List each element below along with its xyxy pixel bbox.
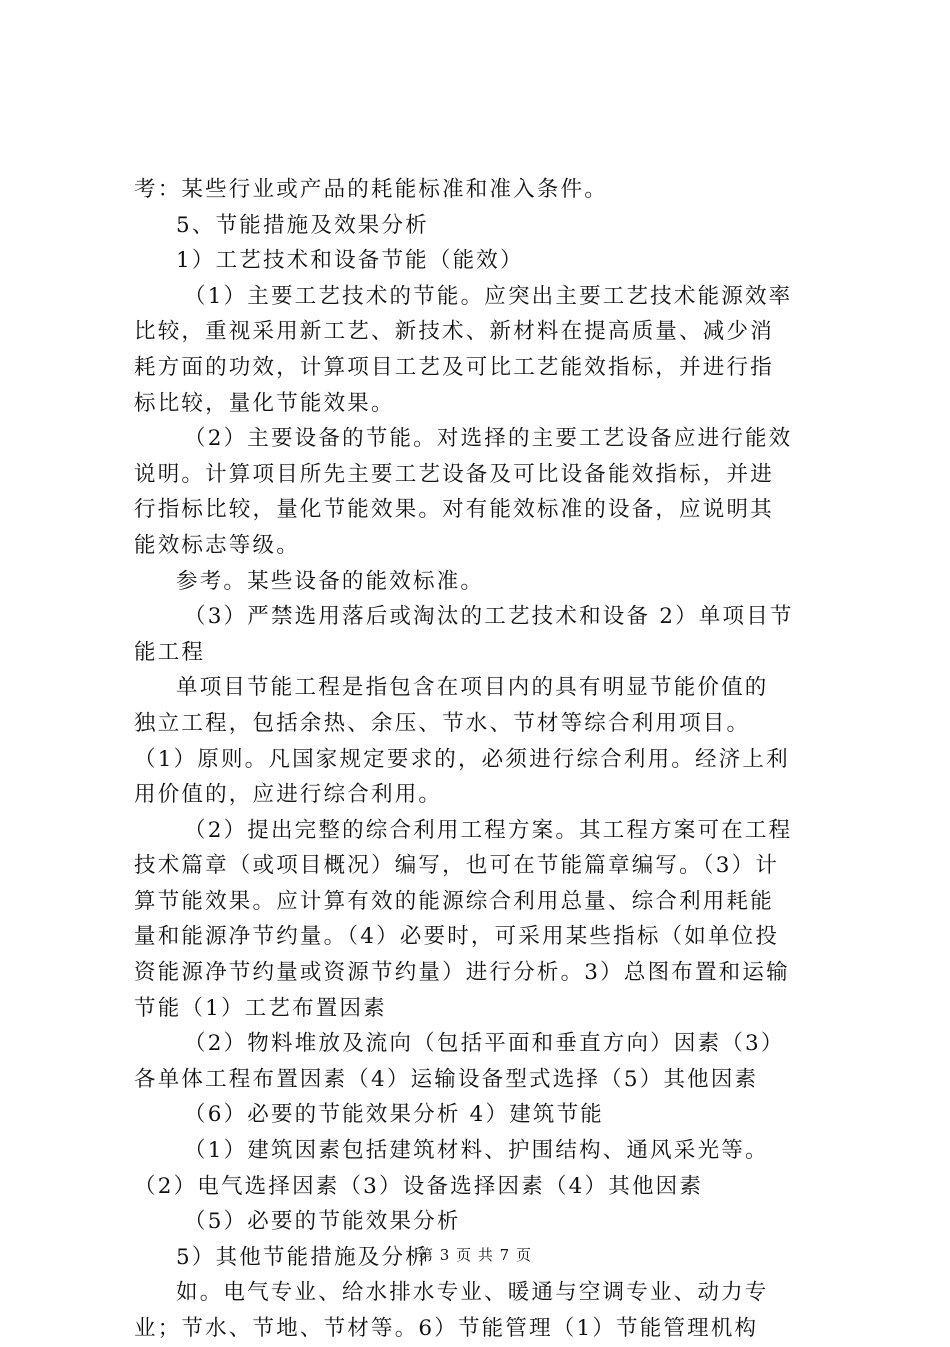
text-line: （1）建筑因素包括建筑材料、护围结构、通风采光等。	[184, 1138, 769, 1164]
text-line: 能效标志等级。	[134, 532, 300, 558]
text-line: 标比较，量化节能效果。	[134, 390, 395, 416]
text-line: 比较，重视采用新工艺、新技术、新材料在提高质量、减少消	[134, 319, 774, 345]
text-line: 参考。某些设备的能效标准。	[176, 568, 485, 594]
text-line: （2）提出完整的综合利用工程方案。其工程方案可在工程	[184, 817, 793, 843]
page-number-footer: 第 3 页 共 7 页	[418, 1246, 532, 1264]
text-line: （3）严禁选用落后或淘汰的工艺技术和设备 2）单项目节	[184, 604, 794, 630]
body-text	[134, 172, 834, 1347]
text-line: 单项目节能工程是指包含在项目内的具有明显节能价值的	[176, 675, 769, 701]
text-line: （2）主要设备的节能。对选择的主要工艺设备应进行能效	[184, 426, 793, 452]
text-line: 各单体工程布置因素（4）运输设备型式选择（5）其他因素	[134, 1066, 759, 1092]
text-line: 说明。计算项目所先主要工艺设备及可比设备能效指标，并进	[134, 461, 774, 487]
text-line: （2）物料堆放及流向（包括平面和垂直方向）因素（3）	[184, 1031, 785, 1057]
text-line: 资能源净节约量或资源节约量）进行分析。3）总图布置和运输	[134, 960, 790, 986]
text-line: （1）原则。凡国家规定要求的，必须进行综合利用。经济上利	[134, 746, 790, 772]
text-line: 技术篇章（或项目概况）编写，也可在节能篇章编写。（3）计	[134, 853, 780, 879]
text-line: 考：某些行业或产品的耗能标准和准入条件。	[134, 177, 609, 202]
text-line: 独立工程，包括余热、余压、节水、节材等综合利用项目。	[134, 710, 751, 736]
text-line: 业；节水、节地、节材等。6）节能管理（1）节能管理机构	[134, 1316, 759, 1341]
text-line: 用价值的，应进行综合利用。	[134, 782, 443, 808]
text-line: （2）电气选择因素（3）设备选择因素（4）其他因素	[134, 1173, 704, 1199]
section-heading: 5、节能措施及效果分析	[176, 212, 429, 238]
subsection-heading: 1）工艺技术和设备节能（能效）	[176, 248, 524, 274]
text-line: （5）必要的节能效果分析	[184, 1209, 461, 1235]
text-line: 能工程	[134, 639, 206, 665]
text-line: 如。电气专业、给水排水专业、暖通与空调专业、动力专	[176, 1280, 769, 1306]
text-line: 耗方面的功效，计算项目工艺及可比工艺能效指标，并进行指	[134, 354, 774, 380]
text-line: 行指标比较，量化节能效果。对有能效标准的设备，应说明其	[134, 497, 774, 523]
text-line: 节能（1）工艺布置因素	[134, 995, 387, 1021]
subsection-heading: 5）其他节能措施及分析	[176, 1244, 429, 1270]
text-line: （6）必要的节能效果分析 4）建筑节能	[184, 1102, 604, 1128]
text-line: 量和能源净节约量。（4）必要时，可采用某些指标（如单位投	[134, 924, 780, 950]
text-line: （1）主要工艺技术的节能。应突出主要工艺技术能源效率	[184, 283, 793, 309]
text-line: 算节能效果。应计算有效的能源综合利用总量、综合利用耗能	[134, 888, 774, 914]
